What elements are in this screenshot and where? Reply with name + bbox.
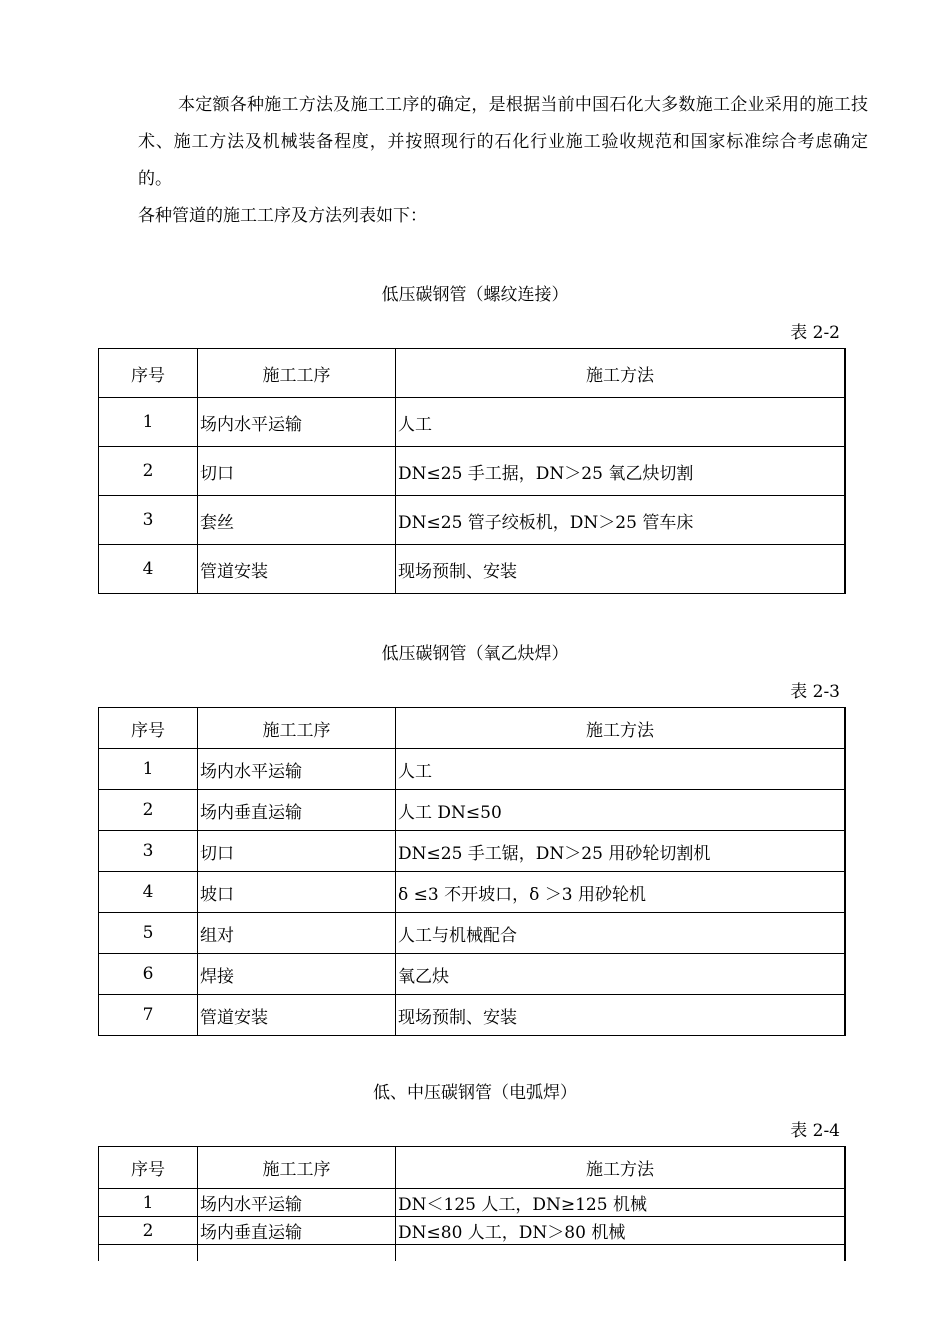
table-row: [99, 447, 846, 496]
method-cell: DN≤25 手工锯，DN＞25 用砂轮切割机: [396, 831, 846, 872]
header-cell: 序号: [99, 1147, 198, 1189]
header-cell: 施工方法: [396, 708, 846, 749]
process-cell: 焊接: [198, 954, 396, 995]
process-table: [98, 707, 846, 1036]
method-cell: 人工 DN≤50: [396, 790, 846, 831]
seq-cell: 1: [99, 398, 198, 447]
table-caption: 低压碳钢管（氧乙炔焊）: [381, 644, 569, 664]
table-header-row: [99, 708, 846, 749]
seq-cell: 2: [99, 790, 198, 831]
table-row: [99, 913, 846, 954]
method-cell: 现场预制、安装: [396, 545, 846, 594]
process-cell: 管道安装: [198, 995, 396, 1036]
method-cell: DN≤25 手工据，DN＞25 氧乙炔切割: [396, 447, 846, 496]
method-cell: DN＜125 人工，DN≥125 机械: [396, 1189, 846, 1217]
intro-paragraph: 本定额各种施工方法及施工工序的确定，是根据当前中国石化大多数施工企业采用的施工技术、施工方法及机械装备程度，并按照现行的石化行业施工验收规范和国家标准综合考虑确定的。: [138, 95, 868, 189]
process-cell: 场内水平运输: [198, 1189, 396, 1217]
process-cell: 套丝: [198, 496, 396, 545]
table-row: [99, 995, 846, 1036]
method-cell: δ ≤3 不开坡口，δ ＞3 用砂轮机: [396, 872, 846, 913]
table-row: [99, 545, 846, 594]
process-table: [98, 1146, 846, 1261]
header-cell: 序号: [99, 708, 198, 749]
table-header-row: [99, 1147, 846, 1189]
intro-list-lead: 各种管道的施工工序及方法列表如下：: [138, 206, 427, 226]
process-cell: 场内水平运输: [198, 749, 396, 790]
table-row: [99, 398, 846, 447]
table-number: 表 2-3: [790, 682, 840, 702]
table-row: [99, 954, 846, 995]
process-cell: 组对: [198, 913, 396, 954]
empty-cell: [198, 1245, 396, 1261]
empty-cell: [396, 1245, 846, 1261]
process-cell: 切口: [198, 831, 396, 872]
process-cell: 场内垂直运输: [198, 790, 396, 831]
table-row: [99, 1189, 846, 1217]
table-number: 表 2-4: [790, 1121, 840, 1141]
seq-cell: 6: [99, 954, 198, 995]
process-cell: 坡口: [198, 872, 396, 913]
table-number: 表 2-2: [790, 323, 840, 343]
process-cell: 场内水平运输: [198, 398, 396, 447]
method-cell: DN≤80 人工，DN＞80 机械: [396, 1217, 846, 1245]
seq-cell: 4: [99, 545, 198, 594]
seq-cell: 1: [99, 749, 198, 790]
header-cell: 施工工序: [198, 708, 396, 749]
seq-cell: 5: [99, 913, 198, 954]
table-header-row: [99, 349, 846, 398]
seq-cell: 1: [99, 1189, 198, 1217]
method-cell: 现场预制、安装: [396, 995, 846, 1036]
table-row: [99, 831, 846, 872]
method-cell: 人工: [396, 749, 846, 790]
header-cell: 施工方法: [396, 1147, 846, 1189]
header-cell: 施工工序: [198, 1147, 396, 1189]
method-cell: 人工: [396, 398, 846, 447]
header-cell: 施工工序: [198, 349, 396, 398]
table-caption: 低、中压碳钢管（电弧焊）: [373, 1083, 577, 1103]
seq-cell: 3: [99, 496, 198, 545]
method-cell: 人工与机械配合: [396, 913, 846, 954]
method-cell: DN≤25 管子绞板机，DN＞25 管车床: [396, 496, 846, 545]
table-row: [99, 749, 846, 790]
header-cell: 施工方法: [396, 349, 846, 398]
process-cell: 管道安装: [198, 545, 396, 594]
empty-cell: [99, 1245, 198, 1261]
seq-cell: 2: [99, 447, 198, 496]
process-cell: 切口: [198, 447, 396, 496]
table-row-continuation: [99, 1245, 846, 1261]
table-row: [99, 496, 846, 545]
seq-cell: 7: [99, 995, 198, 1036]
table-row: [99, 790, 846, 831]
table-row: [99, 872, 846, 913]
table-caption: 低压碳钢管（螺纹连接）: [381, 285, 569, 305]
table-row: [99, 1217, 846, 1245]
seq-cell: 3: [99, 831, 198, 872]
header-cell: 序号: [99, 349, 198, 398]
seq-cell: 2: [99, 1217, 198, 1245]
seq-cell: 4: [99, 872, 198, 913]
process-cell: 场内垂直运输: [198, 1217, 396, 1245]
method-cell: 氧乙炔: [396, 954, 846, 995]
process-table: [98, 348, 846, 594]
